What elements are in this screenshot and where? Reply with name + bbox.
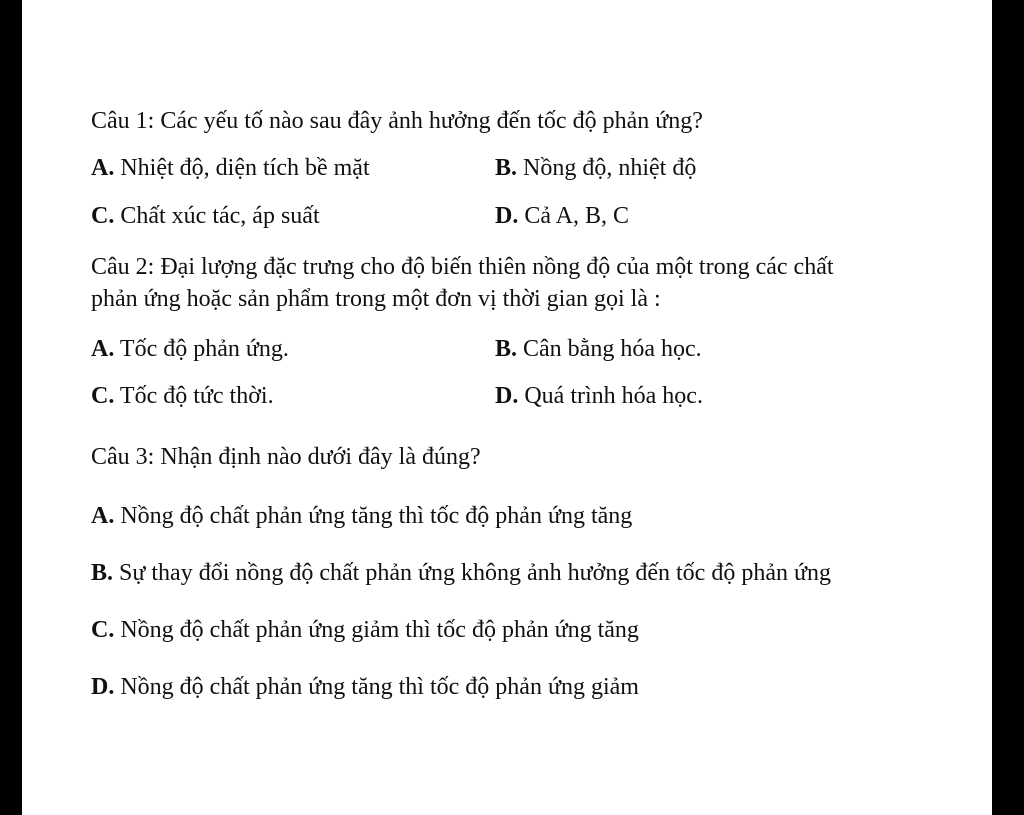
question-1-option-b [495, 154, 696, 182]
option-label: B. [495, 155, 518, 181]
question-1-option-a [91, 154, 370, 182]
option-label: B. [91, 560, 114, 586]
question-2-option-c [91, 382, 274, 410]
question-1-option-d [495, 202, 629, 230]
option-text: Cân bằng hóa học. [517, 336, 702, 362]
option-text: Tốc độ tức thời. [114, 383, 274, 409]
question-2-text-line-2: phản ứng hoặc sản phẩm trong một đơn vị thời gian gọi là : [91, 286, 661, 312]
option-label: D. [495, 203, 519, 229]
question-3-option-c [91, 616, 639, 644]
option-label: A. [91, 155, 115, 181]
question-2-text-line-1: Câu 2: Đại lượng đặc trưng cho độ biến thiên nồng độ của một trong các chất [91, 254, 834, 280]
option-text: Nhiệt độ, diện tích bề mặt [114, 155, 370, 181]
option-text: Nồng độ, nhiệt độ [517, 155, 697, 181]
question-2-option-d [495, 382, 703, 410]
question-2-option-b [495, 335, 702, 363]
option-text: Sự thay đổi nồng độ chất phản ứng không ảnh hưởng đến tốc độ phản ứng [113, 560, 831, 586]
option-label: A. [91, 503, 115, 529]
option-label: B. [495, 336, 518, 362]
document-page [22, 0, 992, 815]
option-label: C. [91, 383, 115, 409]
question-3-option-b [91, 559, 831, 587]
option-text: Tốc độ phản ứng. [114, 336, 289, 362]
option-label: C. [91, 203, 115, 229]
question-1-option-c [91, 202, 320, 230]
question-1-text: Câu 1: Các yếu tố nào sau đây ảnh hưởng đến tốc độ phản ứng? [91, 108, 703, 134]
option-label: D. [91, 674, 115, 700]
option-label: C. [91, 617, 115, 643]
question-2-option-a [91, 335, 289, 363]
option-text: Cả A, B, C [518, 203, 630, 229]
option-text: Chất xúc tác, áp suất [114, 203, 320, 229]
option-label: A. [91, 336, 115, 362]
option-text: Nồng độ chất phản ứng giảm thì tốc độ phản ứng tăng [114, 617, 639, 643]
option-text: Nồng độ chất phản ứng tăng thì tốc độ phản ứng tăng [114, 503, 633, 529]
question-3-option-d [91, 673, 639, 701]
option-label: D. [495, 383, 519, 409]
question-3-text: Câu 3: Nhận định nào dưới đây là đúng? [91, 444, 481, 470]
question-3-option-a [91, 502, 632, 530]
option-text: Quá trình hóa học. [518, 383, 703, 409]
option-text: Nồng độ chất phản ứng tăng thì tốc độ phản ứng giảm [114, 674, 639, 700]
